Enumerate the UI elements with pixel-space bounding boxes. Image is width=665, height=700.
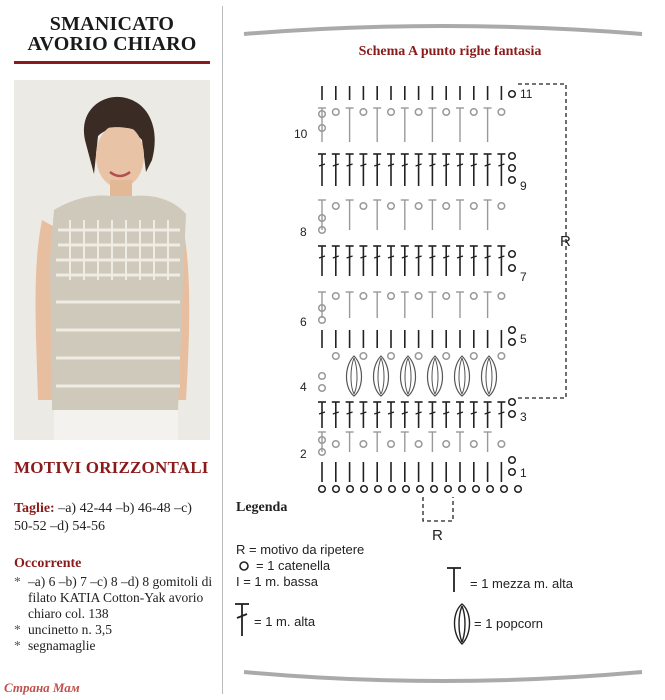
legend-title: Legenda: [236, 500, 288, 515]
chain-stitch: [333, 203, 340, 210]
chain-stitch: [319, 385, 326, 392]
popcorn-stitch: [405, 358, 408, 394]
chain-stitch: [388, 353, 395, 360]
chain-stitch: [443, 109, 450, 116]
chain-stitch: [501, 486, 508, 493]
chain-stitch: [509, 251, 516, 258]
chain-stitch: [471, 353, 478, 360]
chain-stitch: [509, 91, 516, 98]
repeat-label-bottom: R: [432, 527, 443, 544]
frame-top-curve: [244, 26, 642, 34]
title-line-1: SMANICATO: [49, 13, 175, 35]
stitch-grid: [318, 86, 521, 492]
popcorn-stitch: [428, 356, 443, 396]
chain-stitch: [417, 486, 424, 493]
site-watermark: Страна Мам: [4, 680, 80, 695]
chain-stitch: [360, 441, 367, 448]
popcorn-stitch: [486, 358, 489, 394]
chain-stitch: [403, 486, 410, 493]
chain-stitch: [360, 203, 367, 210]
popcorn-stitch: [401, 356, 416, 396]
chain-stitch: [471, 441, 478, 448]
row-number: 4: [300, 380, 307, 394]
chain-stitch: [509, 457, 516, 464]
chain-stitch: [487, 486, 494, 493]
popcorn-stitch: [347, 356, 362, 396]
chain-stitch: [389, 486, 396, 493]
chain-stitch: [360, 353, 367, 360]
chain-stitch: [333, 441, 340, 448]
popcorn-stitch: [482, 356, 497, 396]
chain-stitch: [415, 441, 422, 448]
garment-title: [14, 14, 210, 54]
chain-stitch: [509, 469, 516, 476]
popcorn-stitch: [489, 358, 492, 394]
chain-stitch: [509, 165, 516, 172]
chain-stitch: [443, 441, 450, 448]
crochet-chart: [222, 0, 665, 700]
popcorn-stitch: [351, 358, 354, 394]
sizes-paragraph: [14, 500, 214, 536]
row-numbers-left: [294, 127, 308, 461]
legend-repeat: R = motivo da ripetere: [236, 542, 365, 557]
chain-stitch: [375, 486, 382, 493]
chain-stitch: [360, 109, 367, 116]
half-double-crochet-icon: [447, 568, 461, 592]
chain-stitch: [509, 399, 516, 406]
chain-stitch: [319, 373, 326, 380]
title-line-2: AVORIO CHIARO: [27, 33, 197, 55]
sizes-label: Taglie:: [14, 501, 55, 516]
materials-list: [14, 574, 219, 654]
row-number: 10: [294, 127, 308, 141]
row-number: 8: [300, 225, 307, 239]
section-heading: MOTIVI ORIZZONTALI: [14, 458, 209, 477]
chain-stitch: [415, 109, 422, 116]
chain-stitch: [443, 203, 450, 210]
chain-stitch: [509, 265, 516, 272]
left-column: [0, 0, 222, 700]
chain-stitch: [333, 486, 340, 493]
repeat-bracket-bottom: [423, 497, 453, 521]
materials-heading: Occorrente: [14, 556, 82, 571]
popcorn-stitch: [378, 358, 381, 394]
chain-stitch: [498, 353, 505, 360]
materials-item: * uncinetto n. 3,5: [14, 622, 112, 637]
legend-popcorn: = 1 popcorn: [474, 616, 544, 631]
row-number: 1: [520, 466, 527, 480]
chain-stitch: [319, 486, 326, 493]
chain-stitch: [471, 109, 478, 116]
materials-item-text: segnamaglie: [28, 638, 96, 653]
chain-stitch: [415, 353, 422, 360]
materials-item: * segnamaglie: [14, 638, 96, 653]
title-underline: [14, 61, 210, 64]
legend-half-double: = 1 mezza m. alta: [470, 576, 573, 591]
popcorn-stitch: [381, 358, 384, 394]
chain-stitch: [473, 486, 480, 493]
repeat-bracket-right: [518, 84, 566, 398]
legend-chain: = 1 catenella: [256, 558, 331, 573]
popcorn-stitch: [455, 356, 470, 396]
chain-stitch: [443, 293, 450, 300]
popcorn-stitch: [435, 358, 438, 394]
chain-stitch: [498, 441, 505, 448]
chain-stitch: [388, 203, 395, 210]
popcorn-stitch: [432, 358, 435, 394]
popcorn-stitch: [354, 358, 357, 394]
legend-double-crochet: = 1 m. alta: [254, 614, 316, 629]
row-number: 11: [520, 87, 533, 101]
chain-stitch: [388, 109, 395, 116]
chain-stitch: [388, 293, 395, 300]
model-photo: [14, 80, 210, 440]
chain-stitch: [509, 177, 516, 184]
chain-stitch: [347, 486, 354, 493]
chain-stitch: [333, 353, 340, 360]
chain-stitch: [498, 109, 505, 116]
sizes-text: –a) 42-44 –b) 46-48 –c) 50-52 –d) 54-56: [14, 501, 192, 534]
double-crochet-icon: [235, 604, 249, 636]
popcorn-stitch: [459, 358, 462, 394]
model-illustration: [14, 80, 210, 440]
popcorn-stitch: [462, 358, 465, 394]
chain-stitch: [498, 293, 505, 300]
chain-stitch: [471, 203, 478, 210]
popcorn-stitch: [374, 356, 389, 396]
row-number: 6: [300, 315, 307, 329]
chain-stitch: [498, 203, 505, 210]
chain-stitch: [509, 339, 516, 346]
chain-stitch: [445, 486, 452, 493]
chain-stitch: [360, 293, 367, 300]
chain-stitch: [415, 293, 422, 300]
row-number: 2: [300, 447, 307, 461]
popcorn-stitch-icon: [455, 604, 470, 644]
row-numbers-right: [520, 87, 533, 480]
materials-item-text: –a) 6 –b) 7 –c) 8 –d) 8 gomitoli di filato KATIA Cotton-Yak avorio chiaro col. 138: [28, 574, 213, 621]
row-number: 7: [520, 270, 527, 284]
chain-stitch: [361, 486, 368, 493]
chain-stitch: [333, 109, 340, 116]
chain-stitch: [415, 203, 422, 210]
legend-single-crochet: I = 1 m. bassa: [236, 574, 319, 589]
row-number: 5: [520, 332, 527, 346]
frame-bottom-curve: [244, 672, 642, 681]
chain-stitch: [509, 411, 516, 418]
repeat-label-right: R: [560, 233, 571, 250]
row-number: 3: [520, 410, 527, 424]
chain-stitch: [459, 486, 466, 493]
chain-stitch: [388, 441, 395, 448]
chain-stitch: [431, 486, 438, 493]
chain-stitch-icon: [240, 562, 248, 570]
popcorn-stitch: [408, 358, 411, 394]
chart-title: Schema A punto righe fantasia: [358, 44, 542, 59]
chain-stitch: [515, 486, 522, 493]
chain-stitch: [443, 353, 450, 360]
materials-item-text: uncinetto n. 3,5: [28, 622, 112, 637]
chain-stitch: [471, 293, 478, 300]
row-number: 9: [520, 179, 527, 193]
chain-stitch: [509, 327, 516, 334]
materials-item: * –a) 6 –b) 7 –c) 8 –d) 8 gomitoli di filato KATIA Cotton-Yak avorio chiaro col. 138: [14, 574, 213, 621]
chain-stitch: [333, 293, 340, 300]
chain-stitch: [509, 153, 516, 160]
